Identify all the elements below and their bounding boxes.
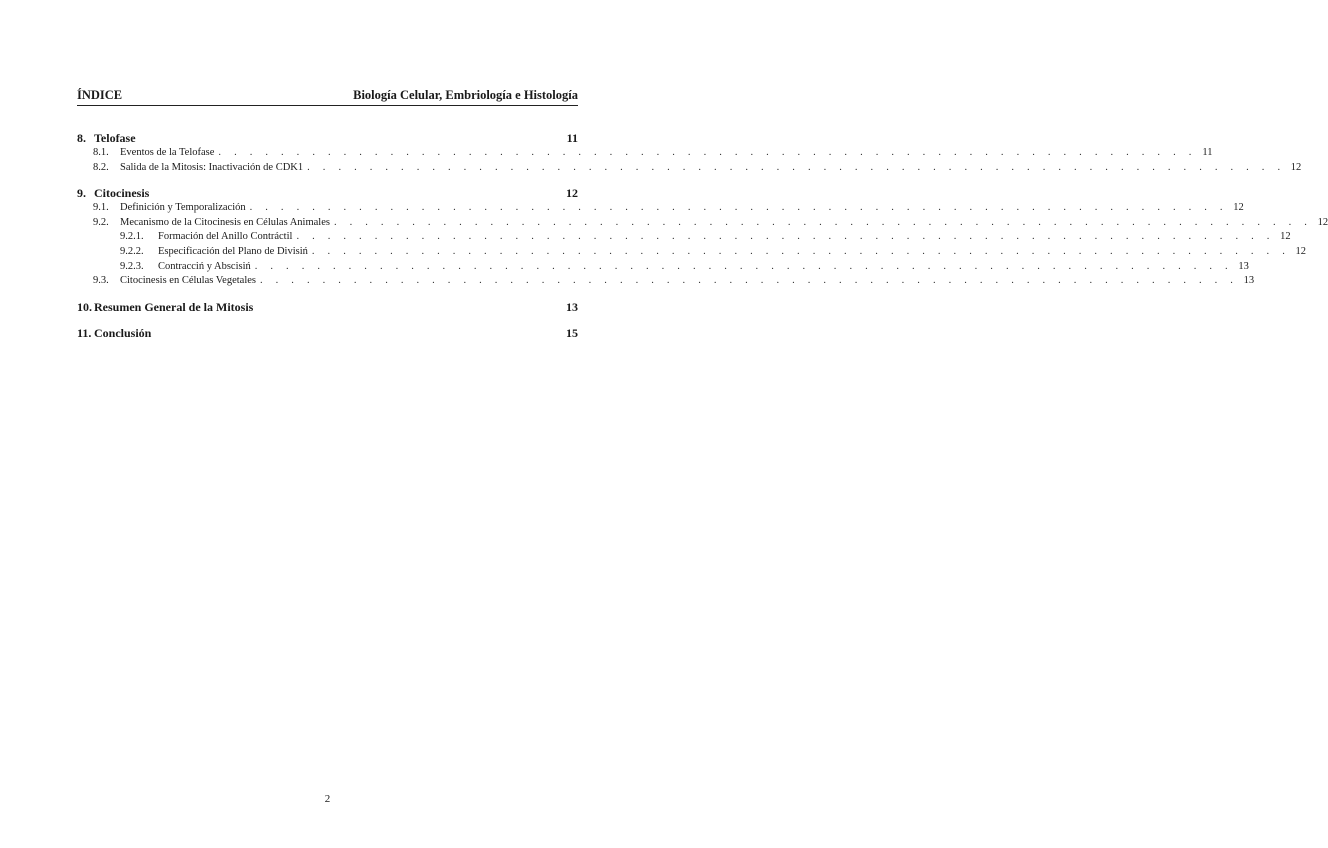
entry-title: Definición y Temporalización xyxy=(120,202,246,214)
toc-section-row[interactable] xyxy=(77,325,578,341)
dot-leader: . . . . . . . . . . . . . . . . . . . . . . . . . . . . . . . . . . . . . . . . . . . . . . . . . . . . . . . . . . . . . . . xyxy=(218,147,1197,158)
entry-number: 9.1. xyxy=(93,202,109,214)
section-spacer xyxy=(77,289,578,299)
entry-page: 12 xyxy=(1280,231,1291,243)
section-title: Telofase xyxy=(94,131,136,145)
section-title: Citocinesis xyxy=(94,186,150,201)
dot-leader: . . . . . . . . . . . . . . . . . . . . . . . . . . . . . . . . . . . . . . . . . . . . . . . . . . . . . . . . . . . . . . . xyxy=(333,216,1313,228)
section-page: 15 xyxy=(566,325,578,340)
entry-page: 12 xyxy=(1295,245,1307,257)
section-number: 11. xyxy=(77,325,92,340)
entry-page: 12 xyxy=(1290,161,1302,173)
entry-number: 9.2. xyxy=(93,216,109,228)
section-title: Conclusión xyxy=(94,325,152,340)
toc-subsubsection-row[interactable] xyxy=(77,230,1291,245)
header-section-title: ÍNDICE xyxy=(77,88,123,102)
page-number: 2 xyxy=(324,793,331,805)
entry-number: 9.2.2. xyxy=(120,245,144,257)
section-number: 10. xyxy=(77,299,92,314)
toc-subsection-row[interactable] xyxy=(77,274,1255,289)
header-rule xyxy=(77,105,578,106)
entry-page: 11 xyxy=(1202,147,1213,158)
entry-title: Citocinesis en Células Vegetales xyxy=(120,275,256,287)
section-spacer xyxy=(77,175,578,185)
table-of-contents xyxy=(77,130,1328,341)
toc-section-row[interactable] xyxy=(77,299,578,315)
entry-number: 8.1. xyxy=(93,147,109,158)
entry-title: Contracciń y Abscisiń xyxy=(158,260,251,272)
entry-title: Formación del Anillo Contráctil xyxy=(158,231,293,243)
toc-subsubsection-row[interactable] xyxy=(77,260,1249,275)
entry-page: 13 xyxy=(1238,260,1249,272)
dot-leader: . . . . . . . . . . . . . . . . . . . . . . . . . . . . . . . . . . . . . . . . . . . . . . . . . . . . . . . . . . . . . . . xyxy=(249,202,1228,214)
dot-leader: . . . . . . . . . . . . . . . . . . . . . . . . . . . . . . . . . . . . . . . . . . . . . . . . . . . . . . . . . . . . . . . xyxy=(296,231,1275,243)
entry-title: Especificación del Plano de Divisiń xyxy=(158,245,308,257)
toc-subsection-row[interactable] xyxy=(77,201,1244,216)
entry-title: Eventos de la Telofase xyxy=(120,147,215,158)
section-number: 9. xyxy=(77,186,86,201)
running-header xyxy=(77,88,578,103)
entry-page: 13 xyxy=(1243,275,1255,287)
section-page: 13 xyxy=(566,299,578,314)
section-number: 8. xyxy=(77,131,86,145)
entry-title: Mecanismo de la Citocinesis en Células Animales xyxy=(120,216,330,228)
entry-number: 9.2.1. xyxy=(120,231,144,243)
toc-section-row[interactable] xyxy=(77,130,578,146)
entry-number: 9.2.3. xyxy=(120,260,144,272)
section-title: Resumen General de la Mitosis xyxy=(94,299,254,314)
toc-subsection-row[interactable] xyxy=(77,216,1328,231)
entry-page: 12 xyxy=(1233,202,1244,214)
header-book-title: Biología Celular, Embriología e Histología xyxy=(353,88,578,102)
section-page: 12 xyxy=(566,186,578,201)
toc-subsubsection-row[interactable] xyxy=(77,245,1307,260)
dot-leader: . . . . . . . . . . . . . . . . . . . . . . . . . . . . . . . . . . . . . . . . . . . . . . . . . . . . . . . . . . . . . . . xyxy=(307,161,1286,173)
entry-page: 12 xyxy=(1317,216,1328,228)
toc-subsection-row[interactable] xyxy=(77,146,1213,161)
dot-leader: . . . . . . . . . . . . . . . . . . . . . . . . . . . . . . . . . . . . . . . . . . . . . . . . . . . . . . . . . . . . . . . xyxy=(260,275,1239,287)
section-page: 11 xyxy=(566,131,578,145)
entry-title: Salida de la Mitosis: Inactivación de CDK1 xyxy=(120,161,304,173)
entry-number: 9.3. xyxy=(93,275,109,287)
entry-number: 8.2. xyxy=(93,161,109,173)
dot-leader: . . . . . . . . . . . . . . . . . . . . . . . . . . . . . . . . . . . . . . . . . . . . . . . . . . . . . . . . . . . . . . . xyxy=(311,245,1291,257)
dot-leader: . . . . . . . . . . . . . . . . . . . . . . . . . . . . . . . . . . . . . . . . . . . . . . . . . . . . . . . . . . . . . . . xyxy=(254,260,1233,272)
toc-section-row[interactable] xyxy=(77,185,578,201)
toc-subsection-row[interactable] xyxy=(77,161,1302,176)
section-spacer xyxy=(77,315,578,325)
